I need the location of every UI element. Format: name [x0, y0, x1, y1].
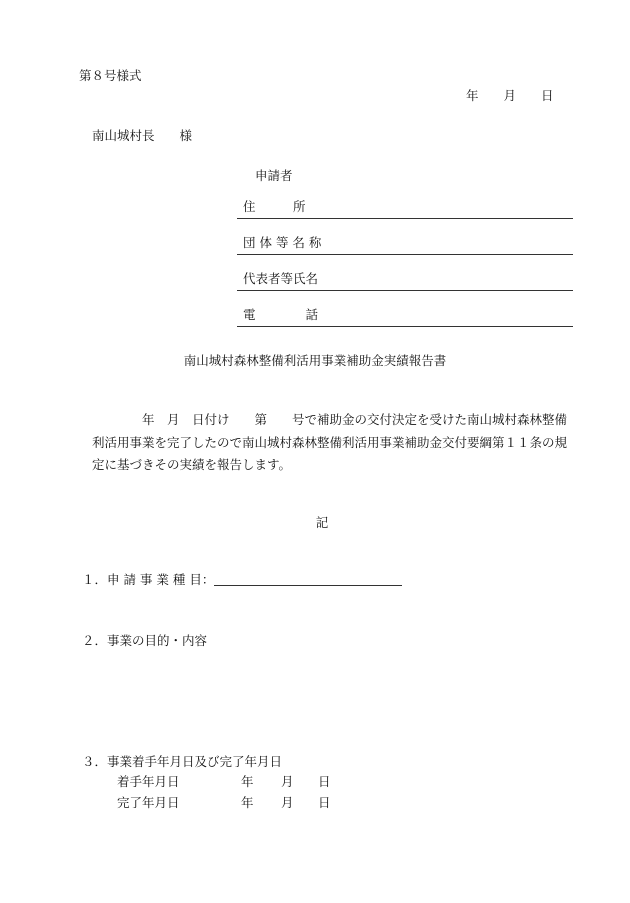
form-number: 第８号様式 — [79, 68, 142, 83]
item-1 — [82, 570, 402, 588]
applicant-block — [237, 166, 573, 327]
organization-label: 団 体 等 名 称 — [243, 235, 322, 250]
start-month: 月 — [281, 774, 294, 789]
end-date-row — [117, 793, 331, 811]
applicant-address-row — [237, 183, 573, 219]
applicant-title: 申請者 — [255, 168, 293, 183]
end-day: 日 — [318, 795, 331, 810]
end-year: 年 — [241, 795, 254, 810]
item-1-blank-line — [214, 571, 402, 586]
body-paragraph: 年 月 日付け 第 号で補助金の交付決定を受けた南山城村森林整備利活用事業を完了したので南山城村森林整備利活用事業補助金交付要綱第１１条の規定に基づきその実績を報告します。 — [92, 412, 568, 472]
start-year: 年 — [241, 774, 254, 789]
representative-label: 代表者等氏名 — [243, 271, 319, 286]
applicant-phone-row — [237, 291, 573, 327]
end-date-label: 完了年月日 — [117, 795, 180, 810]
date-day: 日 — [541, 88, 554, 103]
applicant-organization-row — [237, 219, 573, 255]
applicant-representative-row — [237, 255, 573, 291]
ki-heading: 記 — [315, 515, 329, 530]
document-title: 南山城村森林整備利活用事業補助金実績報告書 — [183, 353, 447, 368]
start-date-row — [117, 772, 331, 790]
address-label: 住 所 — [243, 199, 306, 214]
date-month: 月 — [503, 88, 517, 103]
start-day: 日 — [318, 774, 331, 789]
date-year: 年 — [466, 88, 479, 103]
item-2-label: ２．事業の目的・内容 — [82, 633, 208, 648]
date-line — [466, 86, 554, 104]
end-month: 月 — [281, 795, 294, 810]
item-3-label: ３．事業着手年月日及び完了年月日 — [82, 754, 283, 769]
phone-label: 電 話 — [243, 307, 319, 322]
item-1-label: １．申 請 事 業 種 目： — [82, 572, 215, 587]
start-date-label: 着手年月日 — [117, 774, 180, 789]
addressee: 南山城村長 様 — [92, 128, 193, 143]
